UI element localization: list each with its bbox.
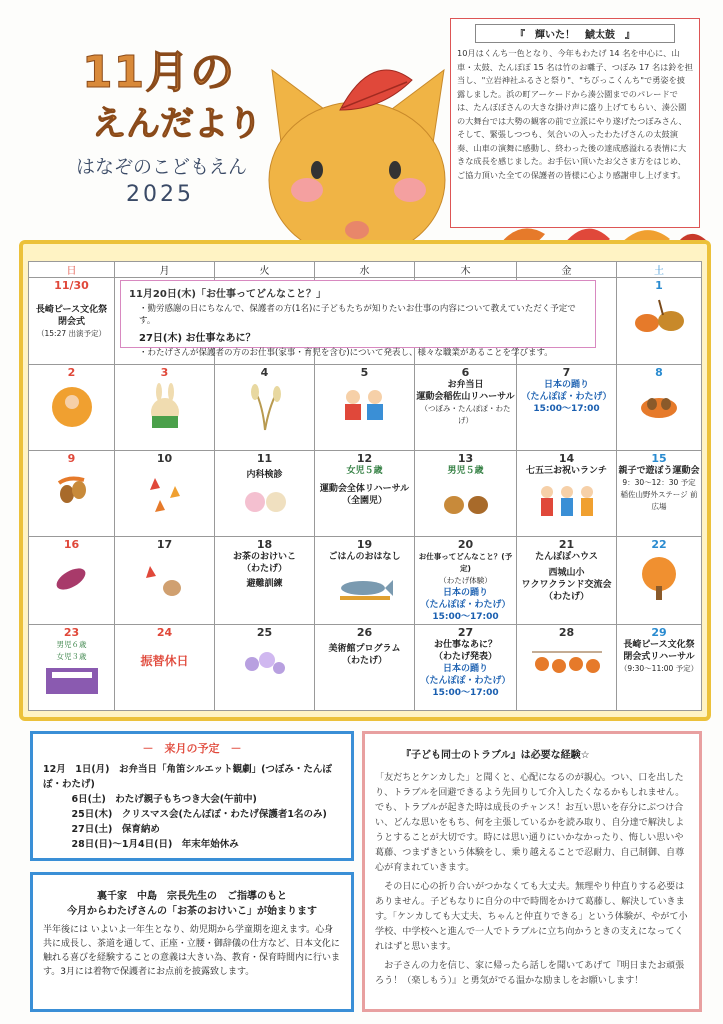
day-event: （わたげ体験） bbox=[439, 576, 492, 585]
day-event: （わたげ） bbox=[241, 564, 287, 574]
schedule-line: 12月 1日(月) お弁当日「角笛シルエット観劇」(つぼみ・たんぽぽ・わたげ) bbox=[43, 764, 332, 790]
calendar-day-cell bbox=[115, 625, 215, 711]
day-event: 閉会式 bbox=[57, 317, 85, 327]
day-event: 七五三お祝いランチ bbox=[525, 466, 607, 476]
day-number: 11 bbox=[256, 452, 273, 465]
day-event: 15:00～17:00 bbox=[432, 688, 499, 698]
calendar-day-cell bbox=[215, 365, 315, 451]
day-event: 親子で遊ぼう運動会 bbox=[618, 466, 700, 476]
day-event: （わたげ発表） bbox=[433, 652, 497, 662]
calendar-day-cell bbox=[315, 451, 415, 537]
weekday-sun: 日 bbox=[29, 262, 115, 278]
weekday-tue: 火 bbox=[215, 262, 315, 278]
animals-picnic-icon bbox=[436, 480, 496, 520]
day-event: 女児５歳 bbox=[346, 466, 383, 476]
weekday-wed: 水 bbox=[315, 262, 415, 278]
day-number: 29 bbox=[651, 626, 667, 639]
day-event: 稲佐山野外ステージ 前広場 bbox=[620, 490, 698, 511]
day-event: 男児６歳 bbox=[56, 640, 87, 649]
day-number: 21 bbox=[558, 538, 575, 551]
calendar-day-cell bbox=[617, 278, 702, 365]
weekday-header-row bbox=[29, 262, 702, 278]
animal-doctor-icon bbox=[240, 484, 290, 519]
day-event: 運動会稲佐山リハーサル bbox=[416, 392, 515, 402]
day-event: （つぼみ・たんぽぽ・わたげ） bbox=[420, 404, 511, 425]
day-number: 1 bbox=[655, 279, 663, 292]
note-line: ・わたげさんが保護者の方のお仕事(家事・育児を含む)について発表し、様々な職業があることを学びます。 bbox=[139, 348, 553, 358]
pampas-grass-icon bbox=[245, 382, 285, 432]
calendar-day-cell bbox=[517, 537, 617, 625]
note-line: ・勤労感謝の日にちなんで、保護者の方(1名)に子どもたちが知りたいお仕事の内容について教えていただく予定です。 bbox=[139, 304, 576, 326]
day-event: 15:00～17:00 bbox=[432, 612, 499, 622]
squirrel-leaves-icon bbox=[140, 554, 190, 604]
tea-heading: 今月からわたげさんの「お茶のおけいこ」が始まります bbox=[67, 906, 317, 917]
child-trouble-article bbox=[362, 731, 702, 1012]
day-event: お弁当日 bbox=[447, 380, 484, 390]
day-number: 28 bbox=[558, 626, 575, 639]
day-number: 24 bbox=[156, 626, 173, 639]
day-event: ごはんのおはなし bbox=[328, 552, 401, 562]
note-line: 11月20日(木)「お仕事ってどんなこと？」 bbox=[129, 289, 326, 300]
calendar-day-cell bbox=[29, 625, 115, 711]
work-events-note bbox=[120, 280, 596, 358]
weekday-thu: 木 bbox=[415, 262, 517, 278]
day-event: 9：30～12：30 予定 bbox=[622, 478, 696, 487]
calendar-day-cell bbox=[617, 625, 702, 711]
calendar-day-cell bbox=[415, 451, 517, 537]
calendar-day-cell bbox=[29, 451, 115, 537]
school-name: はなぞのこどもえん bbox=[76, 156, 248, 178]
labor-thanks-poster-icon bbox=[42, 666, 102, 696]
day-number: 19 bbox=[356, 538, 373, 551]
day-event: 長崎ピース文化祭 bbox=[35, 305, 108, 315]
calendar-day-cell bbox=[617, 537, 702, 625]
fish-icon bbox=[335, 566, 395, 606]
day-number: 25 bbox=[256, 626, 273, 639]
calendar-day-cell bbox=[29, 537, 115, 625]
cat-with-leaf-illustration bbox=[262, 40, 452, 255]
schedule-line: 27日(土) 保育納め bbox=[43, 824, 160, 835]
calendar-week-row bbox=[29, 451, 702, 537]
calendar-day-cell bbox=[115, 365, 215, 451]
day-number: 27 bbox=[457, 626, 474, 639]
day-event: （わたげ） bbox=[341, 656, 387, 666]
calendar-day-cell bbox=[215, 537, 315, 625]
day-event: 男児５歳 bbox=[447, 466, 484, 476]
calendar-day-cell bbox=[415, 365, 517, 451]
calendar-day-cell bbox=[215, 625, 315, 711]
day-number: 17 bbox=[156, 538, 173, 551]
tea-heading: 裏千家 中島 宗長先生の ご指導のもと bbox=[97, 891, 287, 902]
day-number: 3 bbox=[160, 366, 169, 379]
newsletter-month-title: 11月の bbox=[82, 47, 236, 98]
day-event: ワクワクランド交流会 bbox=[521, 580, 612, 590]
acorn-icon bbox=[49, 468, 94, 513]
day-number: 4 bbox=[260, 366, 269, 379]
weekday-fri: 金 bbox=[517, 262, 617, 278]
taiko-report-box bbox=[450, 18, 700, 228]
day-event: （たんぽぽ・わたげ） bbox=[420, 676, 511, 686]
day-number: 20 bbox=[457, 538, 474, 551]
day-number: 7 bbox=[562, 366, 571, 379]
day-number: 15 bbox=[651, 452, 667, 465]
day-event: （わたげ） bbox=[543, 592, 589, 602]
day-event: 美術館プログラム bbox=[328, 644, 401, 654]
schedule-line: 25日(木) クリスマス会(たんぽぽ・わたげ保護者1名のみ) bbox=[43, 809, 327, 820]
day-number: 8 bbox=[655, 366, 663, 379]
calendar-day-cell bbox=[517, 451, 617, 537]
day-event: お仕事なあに？ bbox=[433, 640, 497, 650]
next-month-schedule-box bbox=[30, 731, 354, 861]
autumn-harvest-icon bbox=[629, 295, 689, 335]
day-number: 13 bbox=[457, 452, 474, 465]
tea-body: 半年後には いよいよ一年生となり、幼児期から学童期を迎えます。心身共に成長し、茶道を通して、正座・立腰・御辞儀の仕方など、日本文化に触れる喜びを経験することの意義は大きい為、教育・保育時間内に行います。3月には着物で保護者にお点前を披露致します。 bbox=[43, 925, 341, 977]
sweet-potato-icon bbox=[49, 554, 94, 599]
day-event: 内科検診 bbox=[246, 470, 283, 480]
calendar-day-cell bbox=[315, 537, 415, 625]
calendar-day-cell bbox=[517, 365, 617, 451]
persimmons-icon bbox=[527, 642, 607, 682]
day-number: 11/30 bbox=[54, 279, 89, 292]
trouble-paragraph: その日に心の折り合いがつかなくても大丈夫。無理やり仲直りする必要はありません。子どもなりに自分の中で時間をかけて葛藤し、解決していきます。「ケンカしても大丈夫、ちゃんと仲直りできる」という体験が、やがて小学校、中学校へと進んで一人でトラブルに立ち向かうときの支えになってくれはずと思います。 bbox=[375, 882, 688, 952]
calendar-day-cell bbox=[517, 625, 617, 711]
children-playing-icon bbox=[335, 382, 395, 427]
day-number: 5 bbox=[360, 366, 369, 379]
day-event: （全園児） bbox=[341, 496, 387, 506]
day-event: お茶のおけいこ bbox=[232, 552, 296, 562]
calendar-day-cell bbox=[115, 451, 215, 537]
day-number: 10 bbox=[156, 452, 173, 465]
calendar-day-cell bbox=[315, 625, 415, 711]
calendar-day-cell bbox=[29, 278, 115, 365]
trouble-heading: 『子ども同士のトラブル』は必要な経験☆ bbox=[401, 750, 590, 761]
day-event: 運動会全体リハーサル bbox=[319, 484, 410, 494]
schedule-line: 28日(日)～1月4日(日) 年末年始休み bbox=[43, 839, 239, 850]
day-event: 西城山小 bbox=[548, 568, 585, 578]
day-event: 振替休日 bbox=[140, 654, 189, 668]
calendar-day-cell bbox=[215, 451, 315, 537]
calendar-day-cell bbox=[415, 537, 517, 625]
day-event: 日本の踊り bbox=[442, 664, 488, 674]
calendar-week-row bbox=[29, 365, 702, 451]
newsletter-subtitle: えんだより bbox=[92, 104, 262, 144]
calendar-day-cell bbox=[115, 537, 215, 625]
day-event: 閉会式リハーサル bbox=[623, 652, 695, 662]
day-event: 避難訓練 bbox=[246, 579, 283, 589]
autumn-tree-icon bbox=[634, 554, 684, 604]
calendar-week-row bbox=[29, 625, 702, 711]
flowers-icon bbox=[237, 642, 292, 687]
day-event: （9:30～11:00 予定） bbox=[619, 664, 699, 673]
maple-leaves-icon bbox=[140, 468, 190, 518]
day-event: （たんぽぽ・わたげ） bbox=[420, 600, 511, 610]
day-event: 15:00～17:00 bbox=[533, 404, 600, 414]
day-number: 6 bbox=[461, 366, 470, 379]
next-month-heading: － 来月の予定 － bbox=[142, 742, 242, 755]
day-event: 長崎ピース文化祭 bbox=[623, 640, 695, 650]
day-number: 2 bbox=[67, 366, 76, 379]
shichigosan-children-icon bbox=[532, 480, 602, 520]
day-number: 14 bbox=[558, 452, 575, 465]
day-number: 23 bbox=[63, 626, 80, 639]
day-event: （15:27 出演予定） bbox=[37, 329, 106, 338]
acorns-leaves-icon bbox=[634, 382, 684, 422]
day-event: たんぽぽハウス bbox=[535, 552, 598, 562]
day-event: 日本の踊り bbox=[442, 588, 488, 598]
trouble-paragraph: お子さんの力を信じ、家に帰ったら話しを聞いてあげて『明日またお頑張ろう！（楽しもう）』と勇気がでる温かな励ましをお願いします！ bbox=[375, 961, 685, 986]
calendar-week-row bbox=[29, 537, 702, 625]
calendar-day-cell bbox=[29, 365, 115, 451]
rabbit-reading-icon bbox=[140, 382, 190, 432]
day-event: 日本の踊り bbox=[543, 380, 589, 390]
day-number: 22 bbox=[651, 538, 667, 551]
day-number: 9 bbox=[67, 452, 76, 465]
calendar-day-cell bbox=[315, 365, 415, 451]
tea-ceremony-box bbox=[30, 872, 354, 1012]
calendar-day-cell bbox=[617, 451, 702, 537]
day-event: （たんぽぽ・わたげ） bbox=[521, 392, 612, 402]
note-line: 27日(木) お仕事なあに？ bbox=[139, 333, 256, 344]
calendar-day-cell bbox=[617, 365, 702, 451]
weekday-mon: 月 bbox=[115, 262, 215, 278]
taiko-report-heading: 『 輝いた！ 鯱太鼓 』 bbox=[475, 24, 675, 43]
calendar-day-cell bbox=[415, 625, 517, 711]
taiko-report-body: 10月はくんち一色となり、今年もわたげ 14 名を中心に、山車・太鼓、たんぽぽ 15 名は竹のお囃子、つぼみ 17 名は鈴を担当し、"立岩神社ふるさと祭り"、"ちびっこくんち"で勇姿を披露しました。浜の町アーケードから湊公園までのパレードでは、たんぽぽさんの大きな掛け声に盛り上げてもらい、湊公園の大舞台では大勢の観客の前で立派にやり遂げたつぼみさん、そして、緊張しつつも、気合いの入ったわたげさんの太鼓演奏、山車の演舞に感動し、終わった後の達成感溢れる表情に大きな成長を感じました。お手伝い頂いたお父さま方をはじめ、ご協力頂いた全ての保護者の皆様に心より感謝申し上げます。 bbox=[457, 48, 693, 180]
newsletter-year: 2025 bbox=[126, 182, 194, 207]
schedule-line: 6日(土) わたげ親子もちつき大会(午前中) bbox=[43, 794, 257, 805]
trouble-paragraph: 「友だちとケンカした」と聞くと、心配になるのが親心。つい、口を出したり、トラブルを回避できるよう先回りして介入したくなるかもしれません。でも、トラブルが起きた時は成長のチャンス！お互い思いを存分にぶつけ合い、どんな思いをもち、何を主張しているかを読み取り、自分達で解決しようとすることが大切です。時には思い通りにいかなかったり、悔しい思いや葛藤、つまずきという体験をし、乗り越えることで忍耐力、自己制御、自尊心が育まれていきます。 bbox=[375, 773, 685, 873]
child-in-leaves-icon bbox=[47, 382, 97, 432]
day-number: 26 bbox=[356, 626, 373, 639]
day-number: 16 bbox=[63, 538, 80, 551]
day-event: お仕事ってどんなこと？(予定) bbox=[418, 552, 513, 573]
weekday-sat: 土 bbox=[617, 262, 702, 278]
day-number: 12 bbox=[356, 452, 373, 465]
day-event: 女児３歳 bbox=[56, 652, 87, 661]
day-number: 18 bbox=[256, 538, 273, 551]
